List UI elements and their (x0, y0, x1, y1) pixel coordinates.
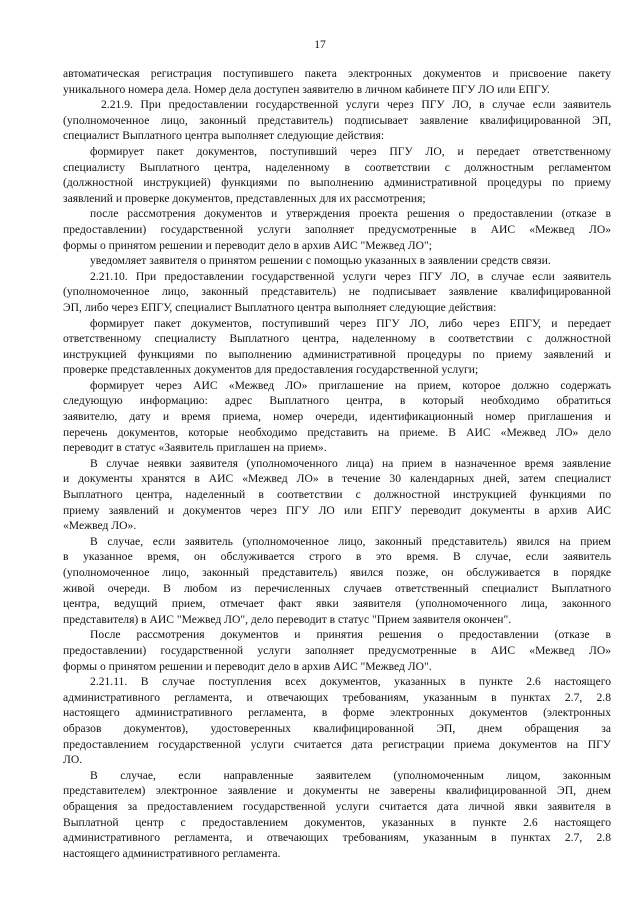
text-line: перечень документов, которые необходимо представить на приеме. В АИС «Межвед ЛО» дело (63, 425, 611, 439)
text-line: центра, ведущий прием, отмечает факт явки заявителя (уполномоченного лица, законного (63, 597, 611, 611)
text-line: ответственному специалисту Выплатного центра, наделенному в соответствии с должностной (63, 332, 611, 346)
text-line: административного регламента, и отвечающих требованиям, указанным в пунктах 2.7, 2.8 (63, 831, 611, 845)
text-line: (уполномоченное лицо, законный представитель) не подписывает заявление квалифицированной (63, 285, 611, 299)
text-line: предоставлении) государственной услуги заполняет предусмотренные в АИС «Межвед ЛО» (63, 222, 611, 236)
text-line: Выплатной центр с предоставлением документов, указанных в пункте 2.6 настоящего (63, 815, 611, 829)
text-line: приему заявлений и документов через ПГУ ЛО или ЕПГУ переводит документы в архив АИС (63, 503, 611, 517)
text-line: инструкцией функциями по выполнению административной процедуры по приему заявлений и (63, 347, 611, 361)
text-line: живой очереди. В любом из перечисленных случаев ответственный специалист Выплатного (63, 581, 611, 595)
text-line: (должностной инструкцией) функциями по выполнению административной процедуры по приему (63, 176, 611, 190)
text-line: В случае неявки заявителя (уполномоченного лица) на прием в назначенное время заявление (90, 456, 611, 470)
text-line: формирует через АИС «Межвед ЛО» приглашение на прием, которое должно содержать (90, 378, 611, 392)
text-line: заявителю, дату и время приема, номер очереди, идентификационный номер приглашения и (63, 410, 611, 424)
text-line: обращения за предоставлением государственной услуги считается дата личной явки заявителя в (63, 799, 611, 813)
text-line: специалист Выплатного центра выполняет следующие действия: (63, 129, 385, 143)
text-line: представителя) в АИС "Межвед ЛО", дело переводит в статус "Прием заявителя окончен". (63, 612, 512, 626)
text-line: настоящего административного регламента, в форме электронных документов (электронных (63, 706, 611, 720)
text-line: В случае, если направленные заявителем (уполномоченным лицом, законным (90, 768, 611, 782)
text-line: предоставлением государственной услуги считается дата регистрации приема документов на ПГУ (63, 737, 611, 751)
text-line: проверке представленных документов для предоставления государственной услуги; (63, 363, 479, 377)
text-line: в указанное время, он обслуживается строго в это время. В случае, если заявитель (63, 550, 611, 564)
text-line: настоящего административного регламента. (63, 846, 281, 860)
text-line: уведомляет заявителя о принятом решении с помощью указанных в заявлении средств связи. (90, 254, 551, 268)
text-line: В случае, если заявитель (уполномоченное лицо, законный представитель) явился на прием (90, 534, 611, 548)
text-line: переводит в статус «Заявитель приглашен на прием». (63, 441, 327, 455)
text-line: и документы хранятся в АИС «Межвед ЛО» в течение 30 календарных дней, затем специалист (63, 472, 611, 486)
text-line: формы о принятом решении и переводит дело в архив АИС "Межвед ЛО". (63, 659, 432, 673)
text-line: уникального номера дела. Номер дела доступен заявителю в личном кабинете ПГУ ЛО или ЕПГУ. (63, 82, 550, 96)
text-line: заявлений и проверке документов, представленных для их рассмотрения; (63, 191, 426, 205)
text-line: 2.21.10. При предоставлении государственной услуги через ПГУ ЛО, в случае если заявитель (90, 269, 611, 283)
text-line: (уполномоченное лицо, законный представитель) подписывает заявление квалифицированной ЭП, (63, 113, 611, 127)
text-line: 2.21.9. При предоставлении государственной услуги через ПГУ ЛО, в случае если заявитель (101, 98, 611, 112)
text-line: следующую информацию: адрес Выплатного центра, в который необходимо обратиться (63, 394, 611, 408)
text-line: специалисту Выплатного центра, наделенному в соответствии с должностным регламентом (63, 160, 611, 174)
text-line: Выплатного центра, наделенный в соответствии с должностной инструкцией функциями по (63, 488, 611, 502)
text-line: ЛО. (63, 753, 83, 767)
text-line: формирует пакет документов, поступивший через ПГУ ЛО, либо через ЕПГУ, и передает (90, 316, 611, 330)
text-line: представителем) электронное заявление и документы не заверены квалифицированной ЭП, днем (63, 784, 611, 798)
text-line: После рассмотрения документов и принятия решения о предоставлении (отказе в (90, 628, 611, 642)
text-line: (уполномоченное лицо, законный представитель) явился позже, он обслуживается в порядке (63, 566, 611, 579)
text-line: «Межвед ЛО». (63, 519, 137, 533)
text-line: предоставлении) государственной услуги заполняет предусмотренные в АИС «Межвед ЛО» (63, 643, 611, 657)
text-line: административного регламента, и отвечающих требованиям, указанным в пунктах 2.7, 2.8 (63, 690, 611, 704)
text-line: формирует пакет документов, поступивший через ПГУ ЛО, и передает ответственному (90, 144, 611, 158)
text-line: образов документов), удостоверенных квалифицированной ЭП, днем обращения за (63, 721, 611, 735)
text-line: после рассмотрения документов и утверждения проекта решения о предоставлении (отказе в (90, 207, 611, 221)
text-line: ЭП, либо через ЕПГУ, специалист Выплатного центра выполняет следующие действия: (63, 300, 497, 314)
text-line: 2.21.11. В случае поступления всех документов, указанных в пункте 2.6 настоящего (90, 675, 611, 689)
page-number: 17 (314, 38, 326, 51)
body-text (63, 66, 611, 861)
text-line: формы о принятом решении и переводит дело в архив АИС "Межвед ЛО"; (63, 238, 432, 252)
text-line: автоматическая регистрация поступившего пакета электронных документов и присвоение пакету (63, 67, 611, 80)
